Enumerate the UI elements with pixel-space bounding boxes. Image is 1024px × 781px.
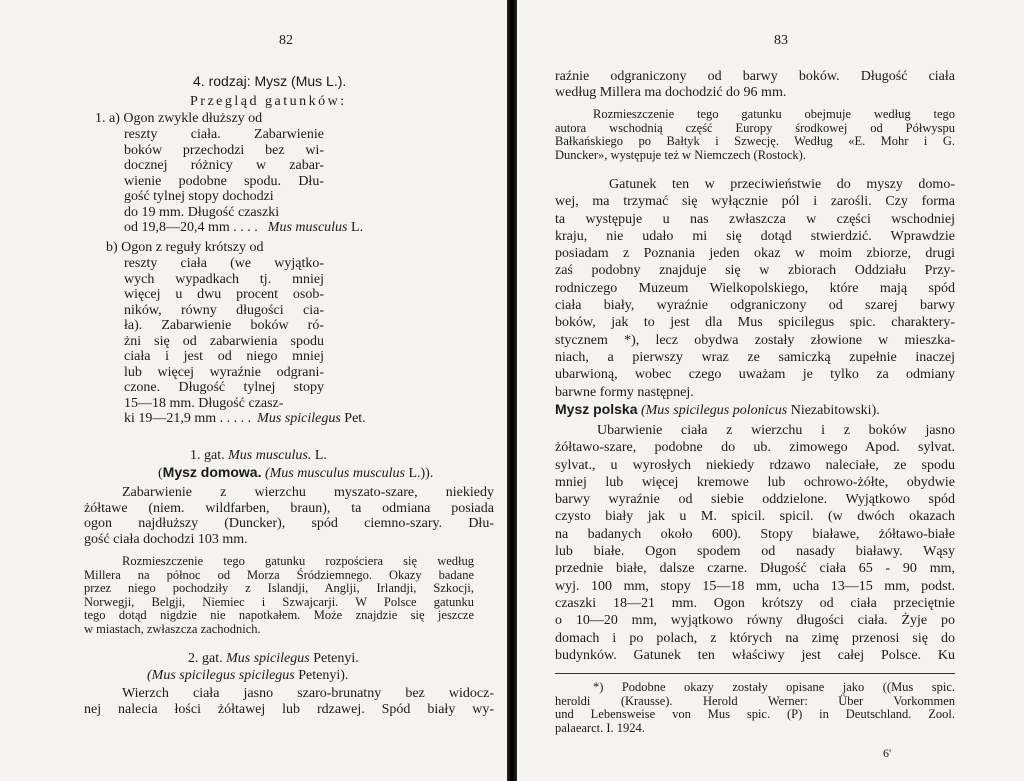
key-list-b-head <box>106 240 263 256</box>
text-line: żółtawe (niem. wildfarben, braun), ta odmiana posiada <box>84 500 494 516</box>
text-line: Wierzch ciała jasno szaro-brunatny bez widocz- <box>122 686 494 701</box>
distribution-text <box>555 108 955 162</box>
footnote <box>555 681 955 735</box>
key-heading: Przegląd gatunków: <box>190 94 347 109</box>
key-line: lub więcej wyraźnie odgrani- <box>124 364 324 380</box>
right-page <box>517 0 1024 781</box>
text-line: barwne formy następnej. <box>555 384 694 400</box>
species1-heading: 1. gat. Mus musculus. L. <box>190 448 327 463</box>
species2-heading: 2. gat. Mus spicilegus Petenyi. <box>188 651 359 666</box>
species2-description <box>84 686 494 717</box>
key-line: ła). Zabarwienie boków ró- <box>124 318 324 333</box>
text-line: gość ciała dochodzi 103 mm. <box>84 531 248 547</box>
key-list <box>95 111 262 127</box>
text-line: niach, a pierwszy wraz ze samiczką zupełnie inaczej <box>555 349 955 365</box>
text-line: stycznem *), lecz obydwa zostały złowione w mieszka- <box>555 332 955 348</box>
text-line: przednie białe, dalsze czarne. Długość ciała 65 - 90 mm, <box>555 561 955 577</box>
species2-subheading: (Mus spicilegus spicilegus Petenyi). <box>147 668 349 683</box>
genus-heading: 4. rodzaj: Mysz (Mus L.). <box>193 73 347 89</box>
text-line: Bałkańskiego po Bałtyk i Szwecję. Według «E. Mohr i G. <box>555 134 955 148</box>
text-line: ciała biały, wyraźnie odgraniczony od szarej barwy <box>555 298 955 314</box>
footnote-rule <box>555 673 955 674</box>
text-line: przez niego pochodziły z Islandji, Anglji, Irlandji, Szkocji, <box>84 581 474 595</box>
text-line: domach i po polach, z których na zimę przenosi się do <box>555 630 955 646</box>
text-line: Rozmieszczenie tego gatunku obejmuje według tego <box>593 107 955 121</box>
text-line: zaś podobny znajduje się w zbiorach Oddziału Przy- <box>555 263 955 279</box>
key-line: 15—18 mm. Długość czasz- <box>124 395 284 411</box>
text-line: raźnie odgraniczony od barwy boków. Długość ciała <box>555 69 955 84</box>
text-line: ogon najdłuższy (Duncker), spód ciemno-szary. Dłu- <box>84 516 494 531</box>
species1-distribution <box>84 555 474 636</box>
text-line: Gatunek ten w przeciwieństwie do myszy domo- <box>609 177 955 192</box>
polska-heading: Mysz polska (Mus spicilegus polonicus Niezabitowski). <box>555 401 880 418</box>
key-result-a-species: Mus musculus <box>267 220 348 235</box>
text-line: ubarwioną, wobec czego uważam je tylko za odmiany <box>555 367 955 383</box>
text-line: Duncker», występuje też w Niemczech (Rostock). <box>555 147 806 162</box>
text-line: wyj. 100 mm, stopy 15—18 mm, ucha 13—15 mm, podst. <box>555 578 955 594</box>
key-line: ników, równy długości cia- <box>124 302 324 318</box>
text-line: na badanych około 600). Stopy białawe, żółtawo-białe <box>555 526 955 542</box>
key-line: 1. a) Ogon zwykle dłuższy od <box>95 111 263 126</box>
key-line: boków przechodzi bez wi- <box>124 142 324 158</box>
text-line: według Millera ma dochodzić do 96 mm. <box>555 84 787 100</box>
footnote-line: *) Podobne okazy zostały opisane jako ((Mus spic. <box>593 680 955 694</box>
text-line: lub białe. Ogon spodem od nasady białawy. Wąsy <box>555 544 955 560</box>
key-result-b-species: Mus spicilegus <box>257 411 341 426</box>
text-line: autora wschodnią część Europy środkowej od Półwyspu <box>555 120 955 135</box>
footnote-line: heroldi (Krausse). Herold Werner: Über Vorkommen <box>555 693 955 708</box>
key-line: reszty ciała. Zabarwienie <box>124 127 324 142</box>
page-number-right: 83 <box>774 33 788 48</box>
key-line: b) Ogon z reguły krótszy od <box>106 240 264 255</box>
text-line: tego dotąd nigdzie nie napotkałem. Może znajdzie się jeszcze <box>84 608 474 622</box>
text-line: czaszki 18—21 mm. Ogon krótszy od ciała przeciętnie <box>555 595 955 611</box>
key-line: więcej u dwu procent osob- <box>124 287 324 302</box>
key-line: ki 19—21,9 mm . . . . . Mus spicilegus Pet. <box>124 411 366 426</box>
footnote-line: palaearct. I. 1924. <box>555 720 645 735</box>
text-line: sylvat., u wyrosłych niekiedy rdzawo naleciałe, ze spodu <box>555 457 955 473</box>
text-line: kraju, nie udało mi się dotąd stwierdzić. Wprawdzie <box>555 228 955 244</box>
body-text <box>555 176 955 401</box>
key-line: reszty ciała (we wyjątko- <box>124 256 324 271</box>
key-line: wych wypadkach tj. mniej <box>124 271 324 287</box>
polska-text <box>555 422 955 664</box>
key-line: do 19 mm. Długość czaszki <box>124 204 280 220</box>
page-number-left: 82 <box>279 33 293 48</box>
text-line: czysto biały jak u M. spicil. spicil. (w dwóch okazach <box>555 509 955 525</box>
continued-text <box>555 69 955 100</box>
key-line: żni się od zabarwienia spodu <box>124 333 324 349</box>
key-line: wienie podobne spodu. Dłu- <box>124 173 324 189</box>
text-line: wej, ma trzymać się wyłącznie pól i zarośli. Czy forma <box>555 194 955 210</box>
text-line: nej nalecia łości żółtawej lub rdzawej. Spód biały wy- <box>84 701 494 717</box>
species1-description <box>84 485 494 547</box>
signature-mark: 6' <box>883 746 892 760</box>
key-line: ciała i jest od niego mniej <box>124 349 324 364</box>
key-line: gość tylnej stopy dochodzi <box>124 189 274 204</box>
text-line: Rozmieszczenie tego gatunku rozpościera się według <box>122 554 474 568</box>
text-line: posiadam z Poznania jeden okaz w moim zbiorze, drugi <box>555 246 955 262</box>
key-line: docznej różnicy w zabar- <box>124 158 324 173</box>
key-line: czone. Długość tylnej stopy <box>124 380 324 395</box>
footnote-line: und Lebensweise von Mus spic. (P) in Deutschland. Zool. <box>555 707 955 721</box>
text-line: w miastach, zwłaszcza zachodnich. <box>84 621 261 636</box>
key-list-b-body <box>124 256 366 427</box>
text-line: mniej lub więcej kremowe lub ochrowo-żółte, obydwie <box>555 474 955 490</box>
text-line: o 10—20 mm, wyjątkowo równy długości ciała. Żyje po <box>555 613 955 629</box>
text-line: ta występuje u nas zwłaszcza w części wschodniej <box>555 211 955 227</box>
key-line: od 19,8—20,4 mm . . . . Mus musculus L. <box>124 220 364 235</box>
text-line: Millera na północ od Morza Śródziemnego. Okazy badane <box>84 567 474 582</box>
text-line: rodniczego Muzeum Wielkopolskiego, które mają spód <box>555 280 955 296</box>
book-gutter <box>507 0 517 781</box>
key-list-a-body <box>124 127 364 236</box>
left-page <box>0 0 507 781</box>
text-line: boków, jak to jest dla Mus spicilegus spic. charaktery- <box>555 315 955 331</box>
species1-subheading: (Mysz domowa. (Mus musculus musculus L.)). <box>158 464 434 481</box>
text-line: barwy wyraźnie od siebie oddzielone. Wyjątkowo spód <box>555 492 955 508</box>
text-line: Norwegji, Belgji, Niemiec i Szwajcarji. W Polsce gatunku <box>84 594 474 609</box>
text-line: Zabarwienie z wierzchu myszato-szare, niekiedy <box>122 485 494 500</box>
text-line: Ubarwienie ciała z wierzchu i z boków jasno <box>597 423 955 438</box>
text-line: budynków. Gatunek ten właściwy jest całej Polsce. Ku <box>555 647 955 663</box>
text-line: żółtawo-szare, podobne do ub. zimowego Apod. sylvat. <box>555 440 955 456</box>
